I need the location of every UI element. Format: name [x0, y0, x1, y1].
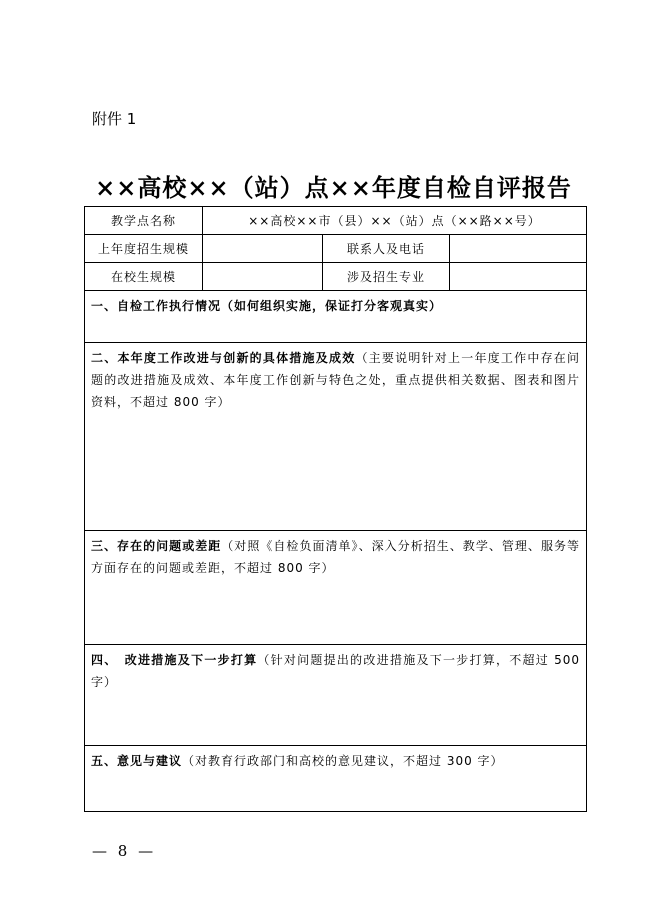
section-2-note: （主要说明针对上一年度工作中存在问题的改进措施及成效、本年度工作创新与特色之处，重点提供相关数据、图表和图片资料，不超过 800 字）: [91, 351, 581, 409]
table-row: [85, 263, 587, 291]
section-4-note: （针对问题提出的改进措施及下一步打算，不超过 500 字）: [91, 653, 581, 689]
section-3-heading: 三、存在的问题或差距: [91, 539, 222, 553]
page-title: ××高校××（站）点××年度自检自评报告: [95, 173, 572, 202]
table-row: [85, 235, 587, 263]
section-1[interactable]: [85, 291, 587, 343]
section-5-note: （对教育行政部门和高校的意见建议，不超过 300 字）: [182, 754, 504, 768]
section-row: [85, 746, 587, 812]
site-name-label: 教学点名称: [85, 207, 203, 235]
attachment-label: 附件 1: [92, 110, 137, 128]
section-row: [85, 531, 587, 645]
contact-value[interactable]: [450, 235, 587, 263]
last-year-scale-value[interactable]: [203, 235, 323, 263]
majors-label: 涉及招生专业: [323, 263, 450, 291]
majors-value[interactable]: [450, 263, 587, 291]
enrolled-scale-label: 在校生规模: [85, 263, 203, 291]
section-1-heading: 一、自检工作执行情况（如何组织实施，保证打分客观真实）: [91, 299, 443, 313]
site-name-value: ××高校××市（县）××（站）点（××路××号）: [203, 207, 587, 235]
table-row: [85, 207, 587, 235]
page-number: — 8 —: [92, 842, 157, 860]
section-2[interactable]: [85, 343, 587, 531]
section-4[interactable]: [85, 645, 587, 746]
section-5-heading: 五、意见与建议: [91, 754, 183, 768]
section-row: [85, 291, 587, 343]
section-3[interactable]: [85, 531, 587, 645]
contact-label: 联系人及电话: [323, 235, 450, 263]
enrolled-scale-value[interactable]: [203, 263, 323, 291]
report-table: [84, 206, 587, 812]
section-5[interactable]: [85, 746, 587, 812]
section-4-heading: 四、 改进措施及下一步打算: [91, 653, 258, 667]
section-3-note: （对照《自检负面清单》、深入分析招生、教学、管理、服务等方面存在的问题或差距，不超过 800 字）: [91, 539, 581, 575]
section-row: [85, 645, 587, 746]
section-row: [85, 343, 587, 531]
last-year-scale-label: 上年度招生规模: [85, 235, 203, 263]
section-2-heading: 二、本年度工作改进与创新的具体措施及成效: [91, 351, 356, 365]
